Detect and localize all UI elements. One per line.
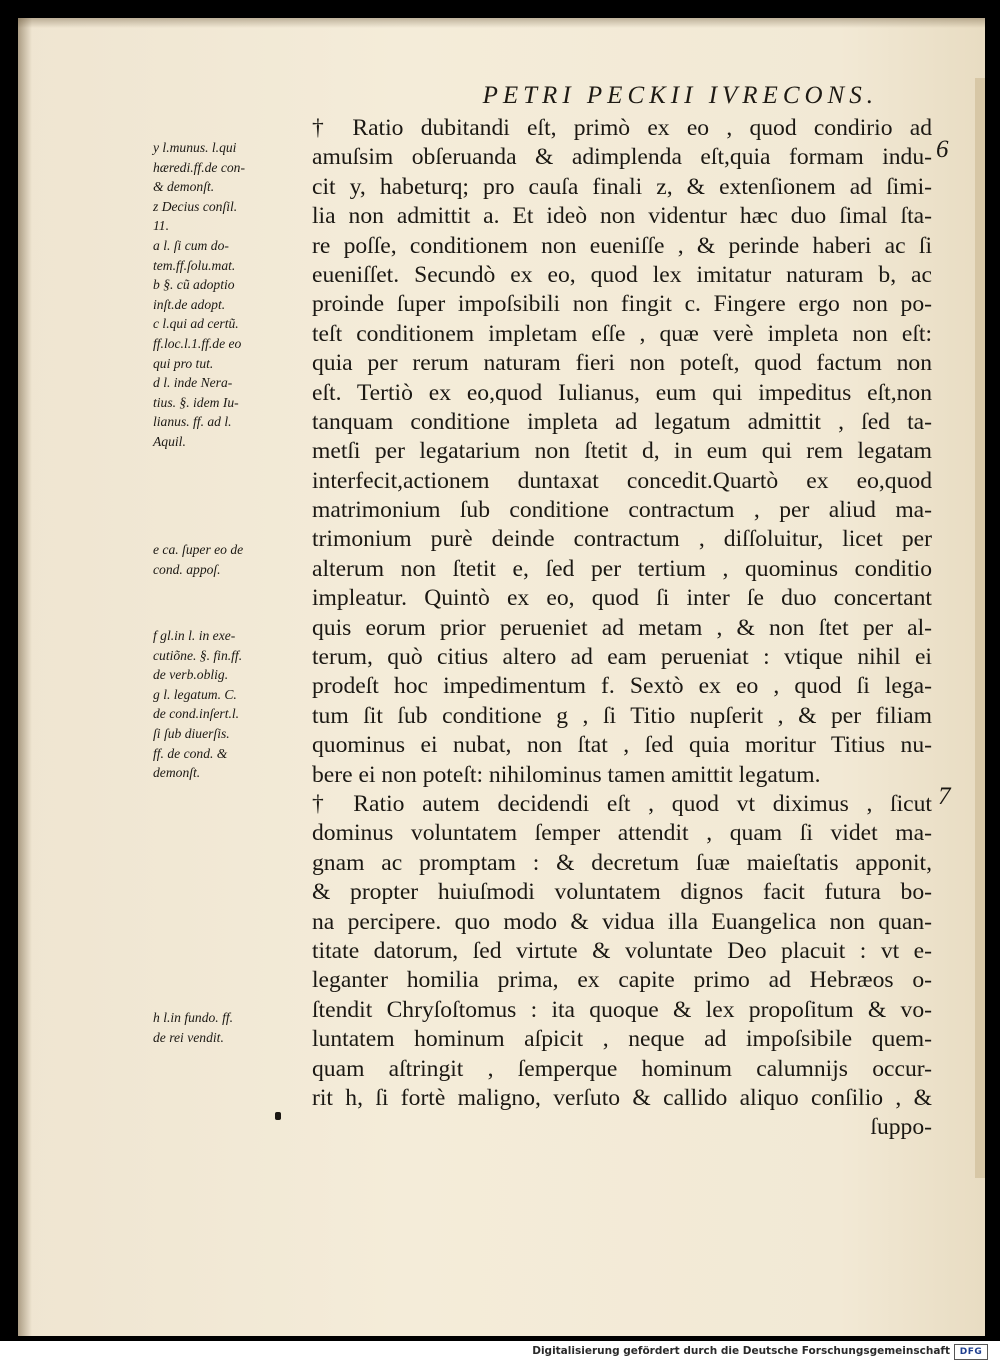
margin-notes	[153, 1008, 313, 1047]
margin-notes	[153, 626, 313, 783]
text-line: eueniſſet. Secundò ex eo, quod lex imitatur naturam b, ac	[312, 261, 932, 288]
text-line: metſi per legatarium non ſtetit d, in eum qui rem legatam	[312, 438, 932, 465]
note-line: ff. de cond. &	[153, 745, 228, 761]
note-line: d l. inde Nera-	[153, 375, 233, 391]
note-line: a l. ſi cum do-	[153, 237, 229, 253]
note-line: qui pro tut.	[153, 355, 214, 371]
text-line: quam aſtringit , ſemperque hominum calumnijs occur-	[312, 1055, 932, 1082]
running-header: PETRI PECKII IVRECONS.	[482, 82, 878, 109]
text-line: dominus voluntatem ſemper attendit , quam ſi videt ma-	[312, 820, 932, 847]
gutter-shadow	[18, 18, 32, 1336]
text-line: ſtendit Chryſoſtomus : ita quoque & lex propoſitum & vo-	[312, 996, 932, 1023]
note-line: de rei vendit.	[153, 1029, 224, 1045]
text-line: interfecit,actionem duntaxat concedit.Quartò ex eo,quod	[312, 467, 932, 494]
margin-notes	[153, 138, 313, 452]
main-text	[312, 114, 932, 1143]
margin-number: 6	[936, 136, 949, 163]
text-line: tanquam conditione impleta ad legatum admittit , ſed ta-	[312, 408, 932, 435]
text-line: cit y, habeturq; pro cauſa finali z, & extenſionem ad ſimi-	[312, 173, 932, 200]
note-line: y l.munus. l.qui	[153, 140, 237, 155]
note-line: g l. legatum. C.	[153, 686, 237, 702]
note-line: z Decius conſil.	[153, 198, 238, 214]
note-line: & demonſt.	[153, 179, 215, 195]
text-line: quia per rerum naturam fieri non poteſt, quod factum non	[312, 350, 932, 377]
top-shadow	[18, 18, 985, 28]
note-line: demonſt.	[153, 765, 201, 781]
note-line: de verb.oblig.	[153, 667, 229, 683]
note-line: b §. cũ adoptio	[153, 277, 235, 293]
text-line: amuſsim obſeruanda & adimplenda eſt,quia formam indu-	[312, 144, 932, 171]
text-line: trimonium purè deinde contractum , diſſoluitur, licet per	[312, 526, 932, 553]
text-line: terum, quò citius altero ad eam perueniat : vtique nihil ei	[312, 644, 932, 671]
note-line: ff.loc.l.1.ff.de eo	[153, 335, 242, 351]
note-line: 11.	[153, 218, 169, 234]
funding-credit: Digitalisierung gefördert durch die Deutsche Forschungsgemeinschaft	[532, 1345, 950, 1357]
text-line: lia non admittit a. Et ideò non videntur hæc duo ſimal ſta-	[312, 203, 932, 230]
text-line: quominus ei nubat, non ſtat , ſed quia moritur Titius nu-	[312, 732, 932, 759]
note-line: h l.in fundo. ff.	[153, 1010, 234, 1025]
text-line: matrimonium ſub conditione contractum , per aliud ma-	[312, 497, 932, 524]
ink-blot	[275, 1112, 281, 1120]
text-line: re poſſe, conditionem non eueniſſe , & perinde haberi ac ſi	[312, 232, 932, 259]
margin-number: 7	[938, 783, 951, 810]
text-line: & propter huiuſmodi voluntatem dignos facit futura bo-	[312, 879, 932, 906]
note-line: e ca. ſuper eo de	[153, 542, 244, 557]
text-line: luntatem hominum aſpicit , neque ad impoſsibile quem-	[312, 1026, 932, 1053]
text-line: bere ei non poteſt: nihilominus tamen amittit legatum.	[312, 761, 821, 788]
text-line: na percipere. quo modo & vidua illa Euangelica non quan-	[312, 908, 932, 935]
text-line: quis eorum prior perueniet ad metam , & non ſtet per al-	[312, 614, 932, 641]
text-line: gnam ac promptam : & decretum ſuæ maieſtatis apponit,	[312, 849, 932, 876]
note-line: ſi ſub diuerſis.	[153, 725, 230, 741]
text-line: alterum non ſtetit e, ſed per tertium , quominus conditio	[312, 555, 932, 582]
margin-notes	[153, 540, 313, 579]
note-line: cond. appoſ.	[153, 561, 221, 577]
text-line: † Ratio autem decidendi eſt , quod vt diximus , ſicut	[312, 790, 932, 817]
note-line: c l.qui ad certũ.	[153, 316, 239, 332]
text-line: rit h, ſi fortè maligno, verſuto & callido aliquo conſilio , &	[312, 1084, 932, 1111]
dfg-logo: DFG	[954, 1344, 988, 1360]
note-line: tius. §. idem Iu-	[153, 394, 239, 410]
note-line: f gl.in l. in exe-	[153, 628, 236, 643]
note-line: Aquil.	[153, 433, 186, 449]
note-line: cutiõne. §. fin.ff.	[153, 647, 243, 663]
text-line: leganter homilia prima, ex capite primo ad Hebræos o-	[312, 967, 932, 994]
note-line: lianus. ff. ad l.	[153, 414, 232, 430]
note-line: de cond.inſert.l.	[153, 706, 240, 722]
text-line: † Ratio dubitandi eſt, primò ex eo , quod condirio ad	[312, 115, 932, 141]
text-line: tum ſit ſub conditione g , ſi Titio nupſerit , & per filiam	[312, 702, 932, 729]
text-line: titate datorum, ſed virtute & voluntate Deo placuit : vt e-	[312, 937, 932, 964]
page-edge	[975, 78, 985, 1178]
note-line: inſt.de adopt.	[153, 296, 226, 312]
text-line: eſt. Tertiò ex eo,quod Iulianus, eum qui impeditus eſt,non	[312, 379, 932, 406]
text-line: impleatur. Quintò ex eo, quod ſi inter ſe duo concertant	[312, 585, 932, 612]
text-line: prodeſt hoc impedimentum f. Sextò ex eo , quod ſi lega-	[312, 673, 932, 700]
text-line: teſt conditionem impletam eſſe , quæ verè impleta non eſt:	[312, 320, 932, 347]
note-line: hæredi.ff.de con-	[153, 159, 245, 175]
note-line: tem.ff.ſolu.mat.	[153, 257, 236, 273]
catchword: ſuppo-	[870, 1114, 932, 1141]
text-line: proinde ſuper impoſsibili non fingit c. Fingere ergo non po-	[312, 291, 932, 318]
